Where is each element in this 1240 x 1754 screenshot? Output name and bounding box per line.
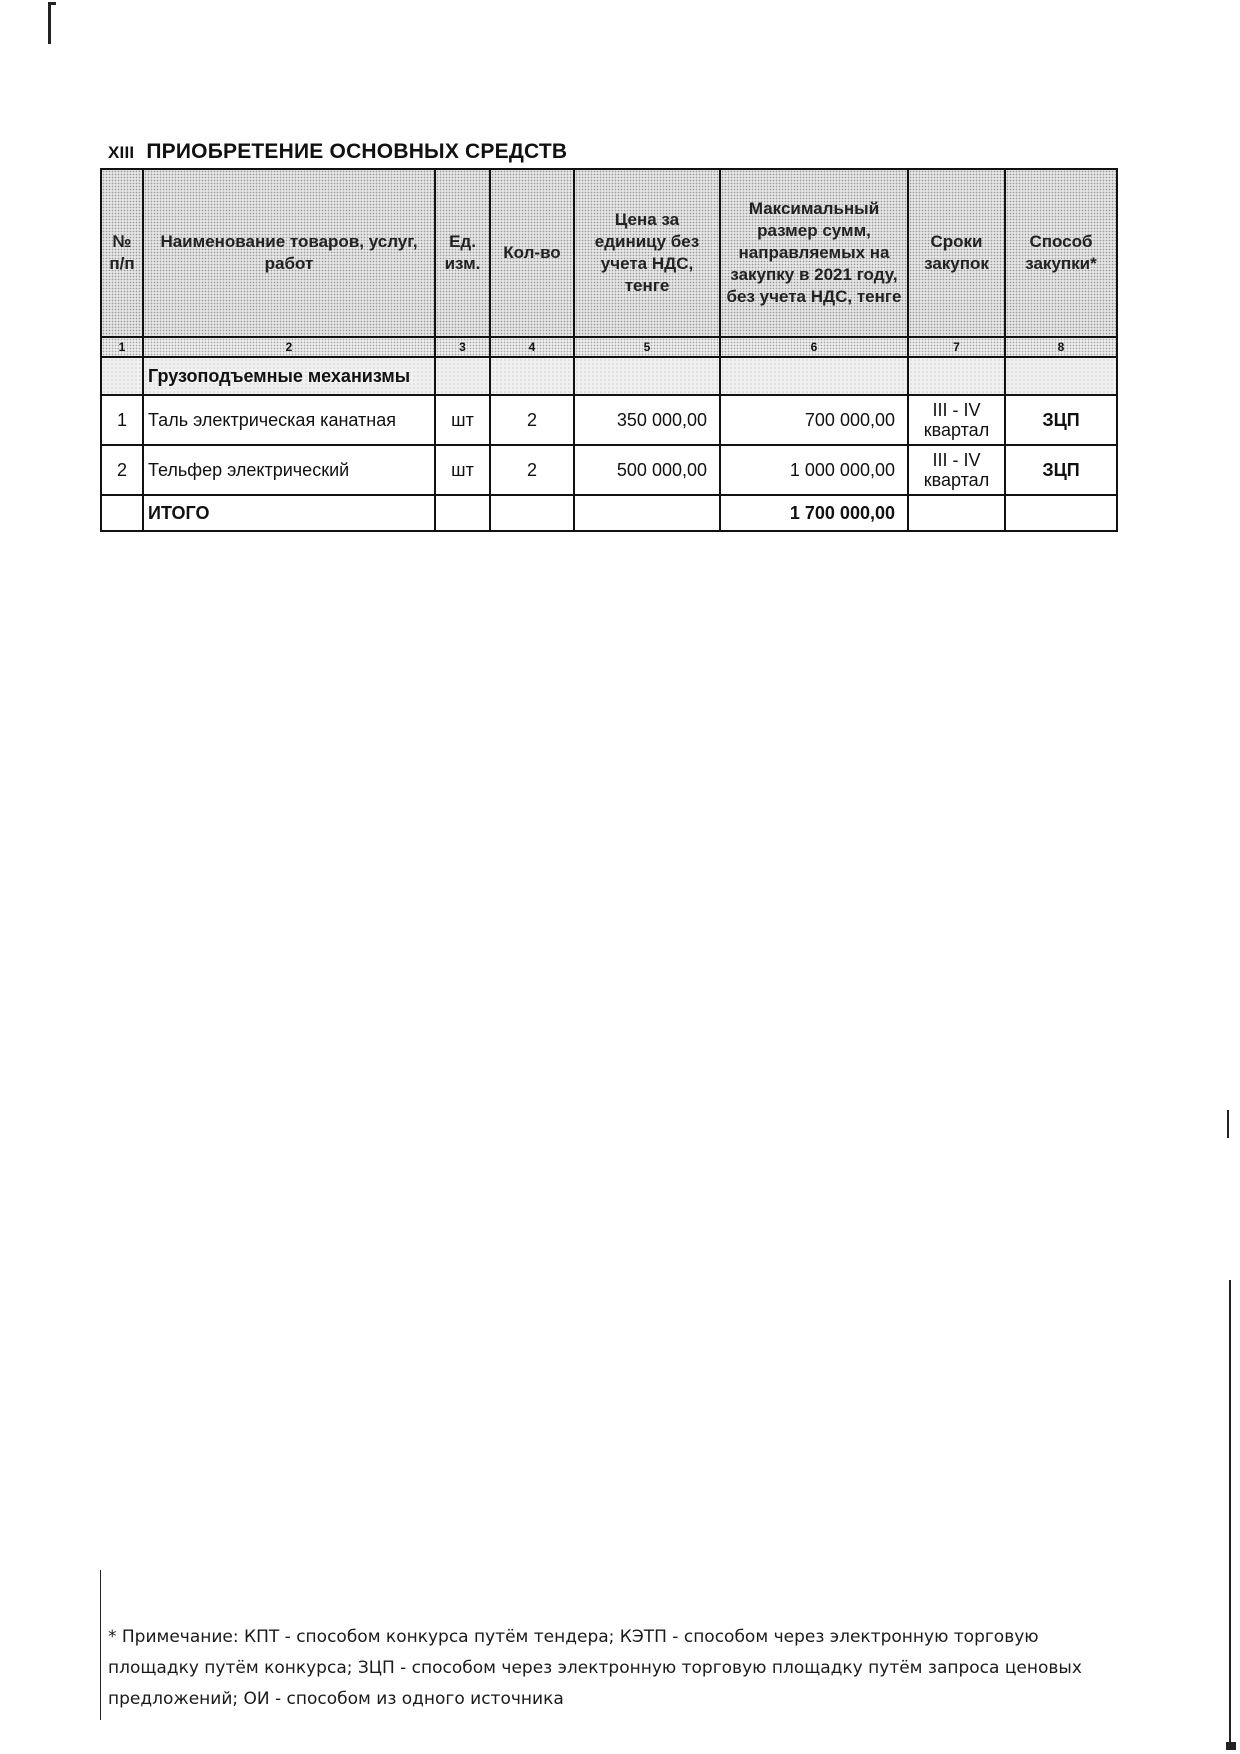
row-number: 2 bbox=[101, 445, 143, 495]
group-cell-empty bbox=[574, 357, 720, 395]
group-cell-empty bbox=[490, 357, 574, 395]
header-cell: Наименование товаров, услуг, работ bbox=[143, 169, 435, 337]
group-cell-empty bbox=[908, 357, 1005, 395]
footnote: * Примечание: КПТ - способом конкурса путём тендера; КЭТП - способом через электронную торговую площадку путём конкурса; ЗЦП - способом через электронную торговую площадку путём запроса ценовых предложений; ОИ - способом из одного источника bbox=[108, 1627, 1082, 1709]
total-value: 1 700 000,00 bbox=[720, 495, 908, 531]
item-unit-price: 500 000,00 bbox=[574, 445, 720, 495]
item-period-range: III - IV bbox=[932, 400, 981, 420]
group-cell-empty bbox=[101, 357, 143, 395]
column-number: 2 bbox=[143, 337, 435, 357]
column-number: 6 bbox=[720, 337, 908, 357]
header-cell: № п/п bbox=[101, 169, 143, 337]
total-cell-empty bbox=[490, 495, 574, 531]
column-number: 5 bbox=[574, 337, 720, 357]
item-method: ЗЦП bbox=[1005, 395, 1117, 445]
item-quantity: 2 bbox=[490, 395, 574, 445]
total-cell-empty bbox=[908, 495, 1005, 531]
group-row bbox=[101, 357, 1117, 395]
header-cell: Кол-во bbox=[490, 169, 574, 337]
column-number: 8 bbox=[1005, 337, 1117, 357]
item-total: 1 000 000,00 bbox=[720, 445, 908, 495]
table-row bbox=[101, 395, 1117, 445]
section-title bbox=[108, 140, 567, 164]
total-label: ИТОГО bbox=[143, 495, 435, 531]
item-period bbox=[908, 445, 1005, 495]
column-number: 4 bbox=[490, 337, 574, 357]
table-header-row bbox=[101, 169, 1117, 337]
scan-mark-edge bbox=[1229, 1280, 1231, 1750]
item-name: Тельфер электрический bbox=[143, 445, 435, 495]
scan-mark-edge bbox=[100, 1570, 101, 1720]
total-cell-empty bbox=[101, 495, 143, 531]
column-number: 3 bbox=[435, 337, 490, 357]
procurement-table bbox=[100, 168, 1118, 532]
scan-mark-edge bbox=[1227, 1110, 1229, 1138]
item-period-unit: квартал bbox=[923, 420, 990, 440]
header-cell: Цена за единицу без учета НДС, тенге bbox=[574, 169, 720, 337]
item-unit: шт bbox=[435, 395, 490, 445]
header-cell: Максимальный размер сумм, направляемых на закупку в 2021 году, без учета НДС, тенге bbox=[720, 169, 908, 337]
scan-mark-corner bbox=[1226, 1742, 1236, 1750]
header-cell: Сроки закупок bbox=[908, 169, 1005, 337]
item-period-range: III - IV bbox=[932, 450, 981, 470]
total-cell-empty bbox=[435, 495, 490, 531]
item-method: ЗЦП bbox=[1005, 445, 1117, 495]
header-cell: Способ закупки* bbox=[1005, 169, 1117, 337]
item-unit: шт bbox=[435, 445, 490, 495]
group-cell-empty bbox=[1005, 357, 1117, 395]
header-cell: Ед. изм. bbox=[435, 169, 490, 337]
section-title-text: ПРИОБРЕТЕНИЕ ОСНОВНЫХ СРЕДСТВ bbox=[146, 140, 568, 163]
table-row bbox=[101, 445, 1117, 495]
total-cell-empty bbox=[574, 495, 720, 531]
section-number: XIII bbox=[108, 143, 135, 162]
column-number: 7 bbox=[908, 337, 1005, 357]
column-number-row bbox=[101, 337, 1117, 357]
total-row bbox=[101, 495, 1117, 531]
item-period-unit: квартал bbox=[923, 470, 990, 490]
scan-mark-corner bbox=[48, 2, 51, 44]
item-name: Таль электрическая канатная bbox=[143, 395, 435, 445]
item-period bbox=[908, 395, 1005, 445]
item-quantity: 2 bbox=[490, 445, 574, 495]
item-unit-price: 350 000,00 bbox=[574, 395, 720, 445]
item-total: 700 000,00 bbox=[720, 395, 908, 445]
scan-mark-corner bbox=[48, 2, 56, 5]
group-cell-empty bbox=[435, 357, 490, 395]
group-label: Грузоподъемные механизмы bbox=[143, 357, 435, 395]
row-number: 1 bbox=[101, 395, 143, 445]
group-cell-empty bbox=[720, 357, 908, 395]
total-cell-empty bbox=[1005, 495, 1117, 531]
column-number: 1 bbox=[101, 337, 143, 357]
